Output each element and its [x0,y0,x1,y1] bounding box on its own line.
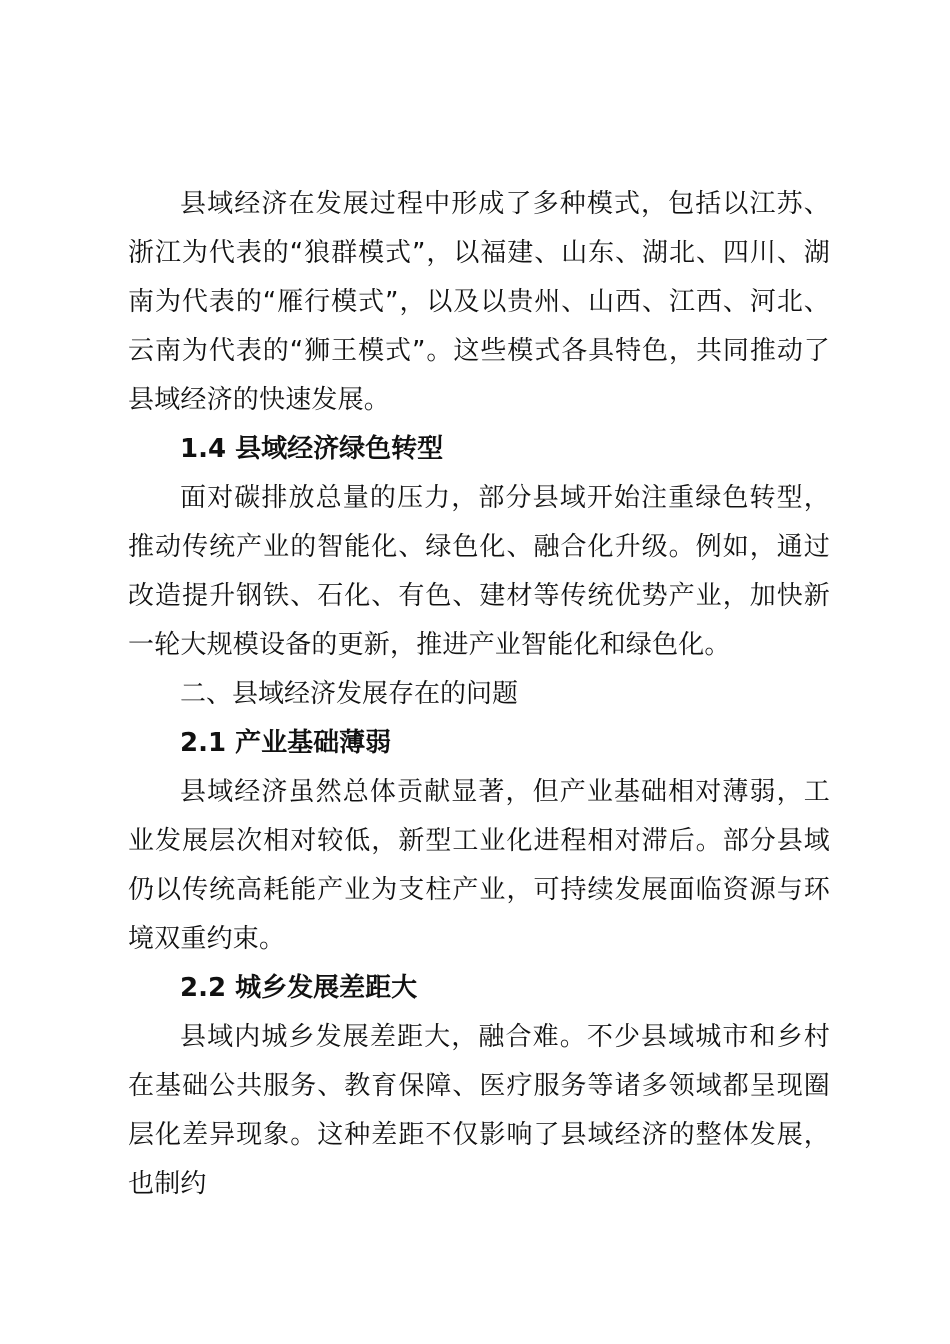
heading-2-1-weak-industry: 2.1 产业基础薄弱 [180,728,392,758]
paragraph-weak-industry: 县域经济虽然总体贡献显著，但产业基础相对薄弱，工业发展层次相对较低，新型工业化进程相对滞后。部分县域仍以传统高耗能产业为支柱产业，可持续发展面临资源与环境双重约束。 [128,777,830,954]
paragraph-urban-rural-gap: 县域内城乡发展差距大，融合难。不少县域城市和乡村在基础公共服务、教育保障、医疗服务等诸多领域都呈现圈层化差异现象。这种差距不仅影响了县域经济的整体发展，也制约 [128,1022,830,1199]
heading-1-4-green-transition: 1.4 县域经济绿色转型 [180,434,444,464]
heading-2-2-urban-rural-gap: 2.2 城乡发展差距大 [180,973,418,1003]
document-page [128,180,830,1209]
paragraph-development-models: 县域经济在发展过程中形成了多种模式，包括以江苏、浙江为代表的“狼群模式”，以福建、山东、湖北、四川、湖南为代表的“雁行模式”，以及以贵州、山西、江西、河北、云南为代表的“狮王模式”。这些模式各具特色，共同推动了县域经济的快速发展。 [128,189,830,415]
paragraph-green-transition: 面对碳排放总量的压力，部分县域开始注重绿色转型，推动传统产业的智能化、绿色化、融合化升级。例如，通过改造提升钢铁、石化、有色、建材等传统优势产业，加快新一轮大规模设备的更新，推进产业智能化和绿色化。 [128,483,830,660]
section-title-problems: 二、县域经济发展存在的问题 [180,679,519,709]
